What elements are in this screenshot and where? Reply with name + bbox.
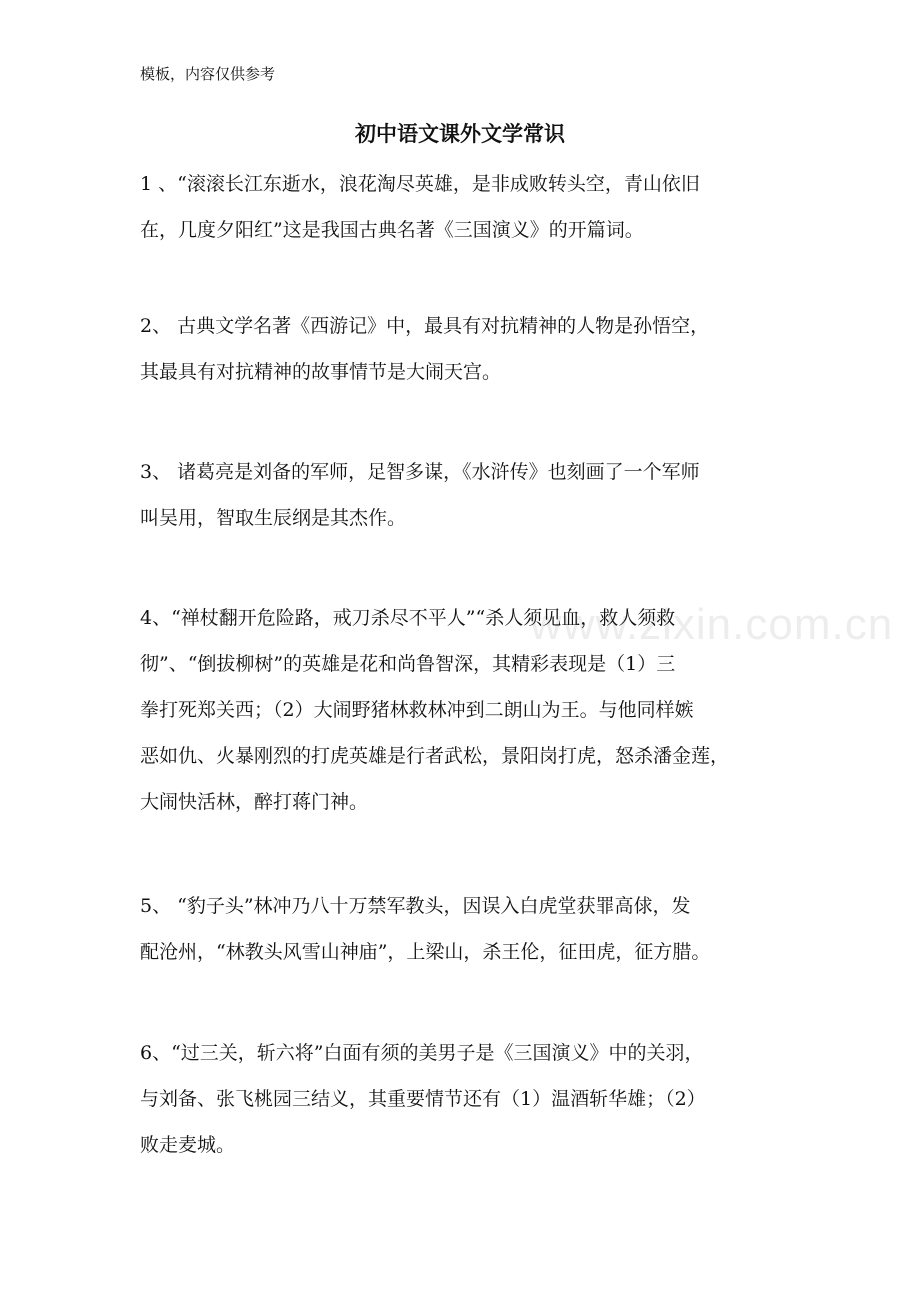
paragraph-line: 1 、“滚滚长江东逝水，浪花淘尽英雄，是非成败转头空，青山依旧 — [140, 173, 700, 195]
paragraph-line: 3、 诸葛亮是刘备的军师，足智多谋，《水浒传》也刻画了一个军师 — [140, 461, 700, 483]
paragraph-3 — [140, 449, 800, 541]
document-title: 初中语文课外文学常识 — [355, 121, 565, 146]
paragraph-line: 2、 古典文学名著《西游记》中，最具有对抗精神的人物是孙悟空， — [140, 315, 710, 337]
paragraph-line: 大闹快活林，醉打蒋门神。 — [140, 791, 369, 813]
paragraph-line: 在，几度夕阳红”这是我国古典名著《三国演义》的开篇词。 — [140, 219, 644, 241]
paragraph-line: 恶如仇、火暴刚烈的打虎英雄是行者武松，景阳岗打虎，怒杀潘金莲， — [140, 745, 730, 767]
paragraph-5 — [140, 883, 800, 975]
paragraph-line: 与刘备、张飞桃园三结义，其重要情节还有（1）温酒斩华雄；（2） — [140, 1088, 706, 1110]
paragraph-1 — [140, 161, 800, 253]
paragraph-line: 败走麦城。 — [140, 1134, 236, 1156]
paragraph-2 — [140, 303, 800, 395]
paragraph-line: 其最具有对抗精神的故事情节是大闹天宫。 — [140, 361, 502, 383]
watermark: www.zixin.com.cn — [530, 600, 894, 649]
paragraph-line: 拳打死郑关西；（2）大闹野猪林救林冲到二朗山为王。与他同样嫉 — [140, 699, 694, 721]
paragraph-6 — [140, 1030, 800, 1168]
paragraph-line: 4、“禅杖翻开危险路，戒刀杀尽不平人”“杀人须见血，救人须救 — [140, 607, 676, 629]
header-note: 模板，内容仅供参考 — [140, 65, 276, 83]
paragraph-4 — [140, 595, 800, 825]
paragraph-line: 叫吴用，智取生辰纲是其杰作。 — [140, 507, 407, 529]
paragraph-line: 5、 “豹子头”林冲乃八十万禁军教头，因误入白虎堂获罪高俅，发 — [140, 895, 691, 917]
paragraph-line: 6、“过三关，斩六将”白面有须的美男子是《三国演义》中的关羽， — [140, 1042, 704, 1064]
paragraph-line: 彻”、“倒拔柳树”的英雄是花和尚鲁智深，其精彩表现是（1）三 — [140, 653, 676, 675]
paragraph-line: 配沧州，“林教头风雪山神庙”，上梁山，杀王伦，征田虎，征方腊。 — [140, 941, 711, 963]
